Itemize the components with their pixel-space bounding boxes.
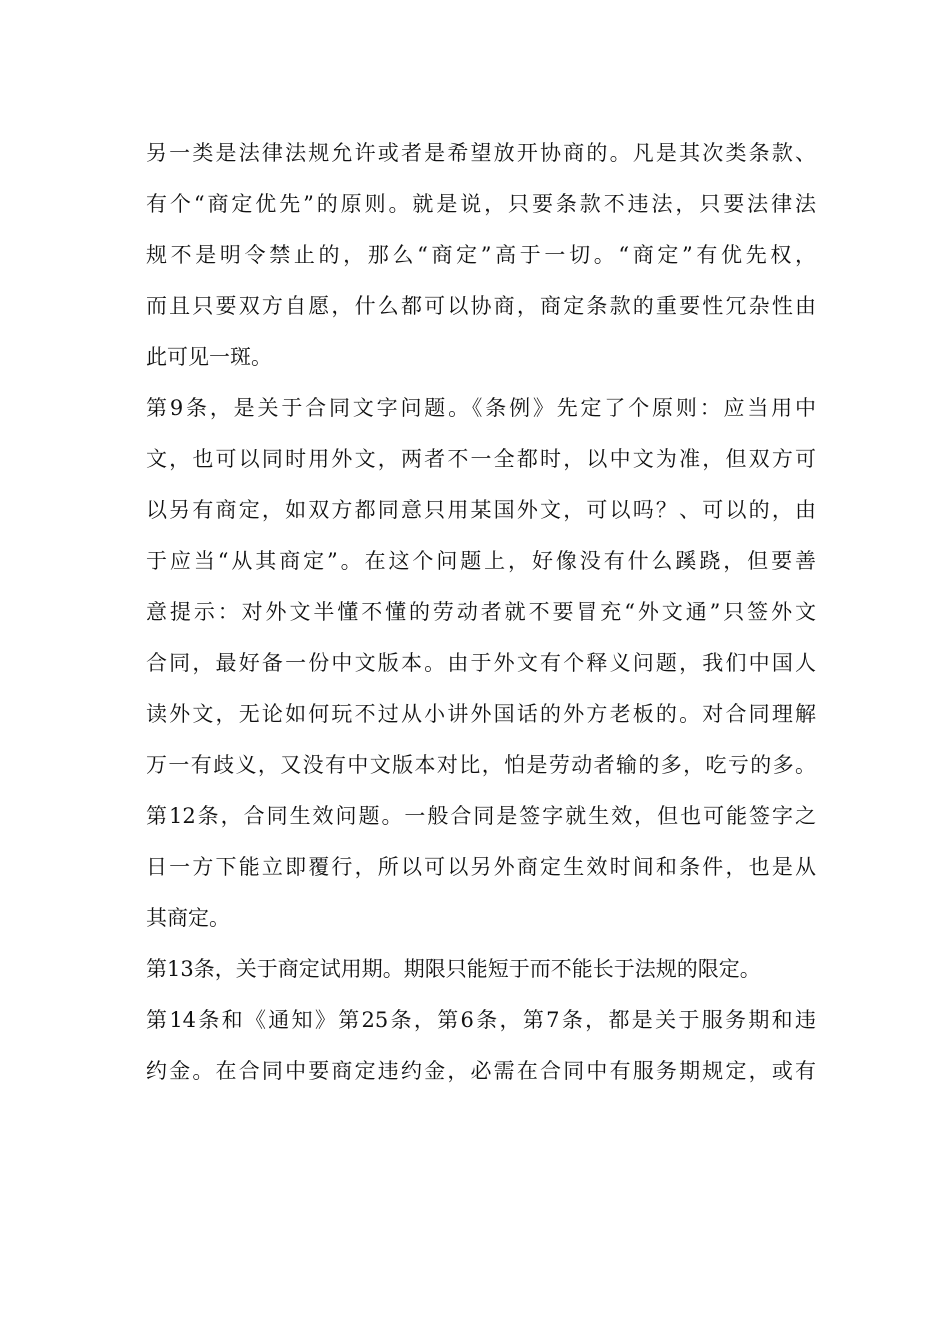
text-line-8: 以另有商定，如双方都同意只用某国外文，可以吗？、可以的，由 <box>146 498 816 522</box>
text-line-4: 而且只要双方自愿，什么都可以协商，商定条款的重要性冗杂性由 <box>146 294 816 318</box>
text-line-18: 第14条和《通知》第25条，第6条，第7条，都是关于服务期和违 <box>146 1008 816 1032</box>
text-line-2: 有个“商定优先”的原则。就是说，只要条款不违法，只要法律法 <box>146 192 816 216</box>
text-line-19: 约金。在合同中要商定违约金，必需在合同中有服务期规定，或有 <box>146 1059 816 1083</box>
text-line-13: 万一有歧义，又没有中文版本对比，怕是劳动者输的多，吃亏的多。 <box>146 753 816 777</box>
text-line-10: 意提示：对外文半懂不懂的劳动者就不要冒充“外文通”只签外文 <box>146 600 816 624</box>
text-line-7: 文，也可以同时用外文，两者不一全都时，以中文为准，但双方可 <box>146 447 816 471</box>
text-line-1: 另一类是法律法规允许或者是希望放开协商的。凡是其次类条款、 <box>146 141 816 165</box>
text-line-12: 读外文，无论如何玩不过从小讲外国话的外方老板的。对合同理解 <box>146 702 816 726</box>
text-line-5: 此可见一斑。 <box>146 345 272 369</box>
body-text <box>146 128 816 1097</box>
text-line-17: 第13条，关于商定试用期。期限只能短于而不能长于法规的限定。 <box>146 957 761 981</box>
text-line-14: 第12条，合同生效问题。一般合同是签字就生效，但也可能签字之 <box>146 804 816 828</box>
text-line-9: 于应当“从其商定”。在这个问题上，好像没有什么蹊跷，但要善 <box>146 549 816 573</box>
text-line-6: 第9条，是关于合同文字问题。《条例》先定了个原则：应当用中 <box>146 396 816 420</box>
text-line-16: 其商定。 <box>146 906 230 930</box>
text-line-11: 合同，最好备一份中文版本。由于外文有个释义问题，我们中国人 <box>146 651 816 675</box>
text-line-3: 规不是明令禁止的，那么“商定”高于一切。“商定”有优先权， <box>146 243 816 267</box>
text-line-15: 日一方下能立即覆行，所以可以另外商定生效时间和条件，也是从 <box>146 855 816 879</box>
